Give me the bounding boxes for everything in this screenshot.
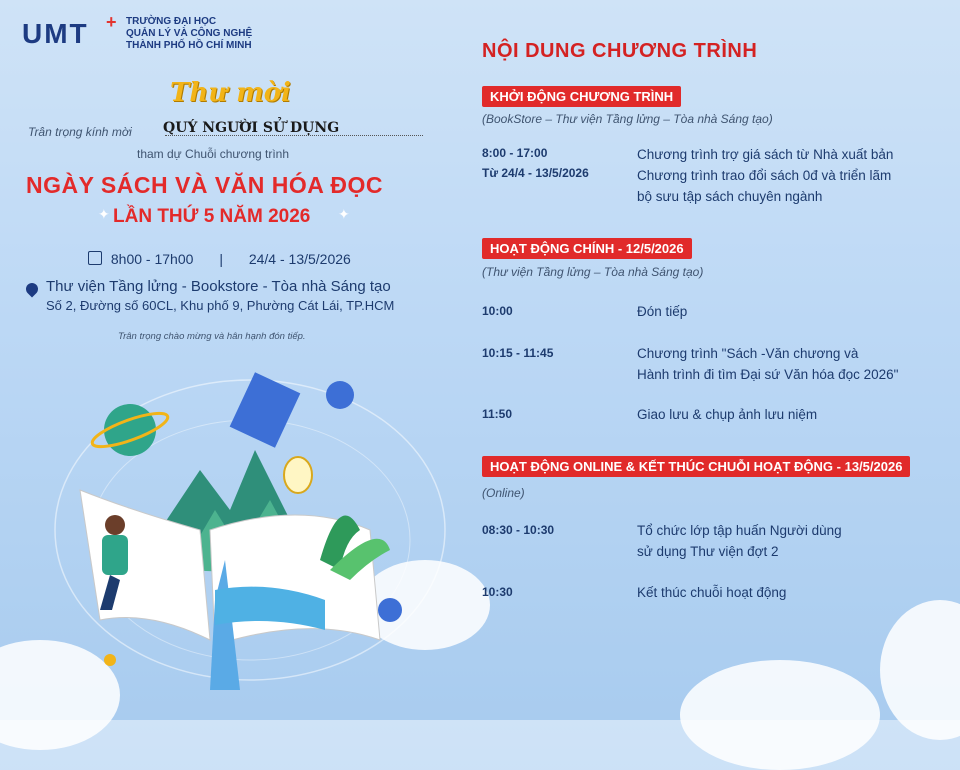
schedule-time: 8:00 - 17:00 — [482, 146, 548, 160]
schedule-description — [637, 582, 786, 603]
schedule-description — [637, 520, 842, 562]
schedule-date-range: Từ 24/4 - 13/5/2026 — [482, 166, 589, 180]
schedule-description — [637, 144, 893, 207]
section-location: (Thư viện Tầng lửng – Tòa nhà Sáng tạo) — [482, 265, 704, 279]
sparkle-icon: ✦ — [338, 206, 350, 222]
schedule-time: 08:30 - 10:30 — [482, 523, 555, 537]
schedule-description — [637, 404, 817, 425]
event-dates: 24/4 - 13/5/2026 — [248, 251, 351, 267]
book-illustration — [40, 360, 460, 700]
schedule-time: 11:50 — [482, 407, 513, 421]
attend-text: tham dự Chuỗi chương trình — [137, 147, 290, 161]
schedule-description — [637, 343, 898, 385]
description-line: sử dụng Thư viện đợt 2 — [637, 544, 779, 559]
event-time-row — [88, 250, 351, 267]
logo-cross-icon: + — [106, 12, 117, 32]
invitation-title: Thư mời — [170, 78, 291, 108]
program-title: NỘI DUNG CHƯƠNG TRÌNH — [482, 40, 758, 62]
event-edition: LẦN THỨ 5 NĂM 2026 — [113, 206, 311, 227]
event-address: Số 2, Đường số 60CL, Khu phố 9, Phường Cát Lái, TP.HCM — [46, 298, 395, 313]
separator: | — [219, 251, 223, 267]
schedule-time: 10:00 — [482, 304, 513, 318]
description-line: Đón tiếp — [637, 304, 688, 319]
logo-line: QUẢN LÝ VÀ CÔNG NGHỆ — [126, 28, 253, 39]
cloud-decoration — [680, 660, 880, 770]
schedule-time: 10:30 — [482, 585, 513, 599]
section-location: (Online) — [482, 486, 525, 500]
logo-umt: UMT — [22, 18, 89, 49]
cloud-decoration — [880, 600, 960, 740]
recipient-name: QUÝ NGƯỜI SỬ DỤNG — [163, 120, 340, 136]
location-pin-icon — [24, 281, 41, 298]
description-line: Chương trình trao đổi sách 0đ và triển lãm — [637, 168, 892, 183]
logo-line: TRƯỜNG ĐẠI HỌC — [126, 16, 217, 27]
description-line: Tổ chức lớp tập huấn Người dùng — [637, 523, 842, 538]
calendar-icon — [88, 251, 102, 265]
description-line: Hành trình đi tìm Đại sứ Văn hóa đọc 2026" — [637, 367, 899, 382]
section-badge-main: HOẠT ĐỘNG CHÍNH - 12/5/2026 — [482, 238, 692, 259]
sparkle-icon: ✦ — [98, 206, 110, 222]
description-line: Giao lưu & chụp ảnh lưu niệm — [637, 407, 818, 422]
description-line: bộ sưu tập sách chuyên ngành — [637, 189, 823, 204]
logo-line: THÀNH PHỐ HỒ CHÍ MINH — [126, 40, 252, 51]
description-line: Chương trình trợ giá sách từ Nhà xuất bản — [637, 147, 894, 162]
section-location: (BookStore – Thư viện Tầng lửng – Tòa nhà Sáng tạo) — [482, 112, 773, 126]
event-name: NGÀY SÁCH VÀ VĂN HÓA ĐỌC — [26, 172, 384, 198]
section-badge-opening: KHỞI ĐỘNG CHƯƠNG TRÌNH — [482, 86, 681, 107]
section-badge-online: HOẠT ĐỘNG ONLINE & KẾT THÚC CHUỖI HOẠT ĐỘNG - 13/5/2026 — [482, 456, 910, 477]
description-line: Chương trình "Sách -Văn chương và — [637, 346, 859, 361]
logo-university-name — [126, 16, 252, 52]
welcome-text: Trân trọng chào mừng và hân hạnh đón tiếp. — [118, 331, 306, 342]
event-venue: Thư viện Tầng lửng - Bookstore - Tòa nhà Sáng tạo — [46, 278, 391, 295]
description-line: Kết thúc chuỗi hoạt động — [637, 585, 787, 600]
respect-text: Trân trọng kính mời — [28, 125, 132, 139]
schedule-time: 10:15 - 11:45 — [482, 346, 554, 360]
schedule-description — [637, 301, 687, 322]
event-time: 8h00 - 17h00 — [110, 251, 194, 267]
